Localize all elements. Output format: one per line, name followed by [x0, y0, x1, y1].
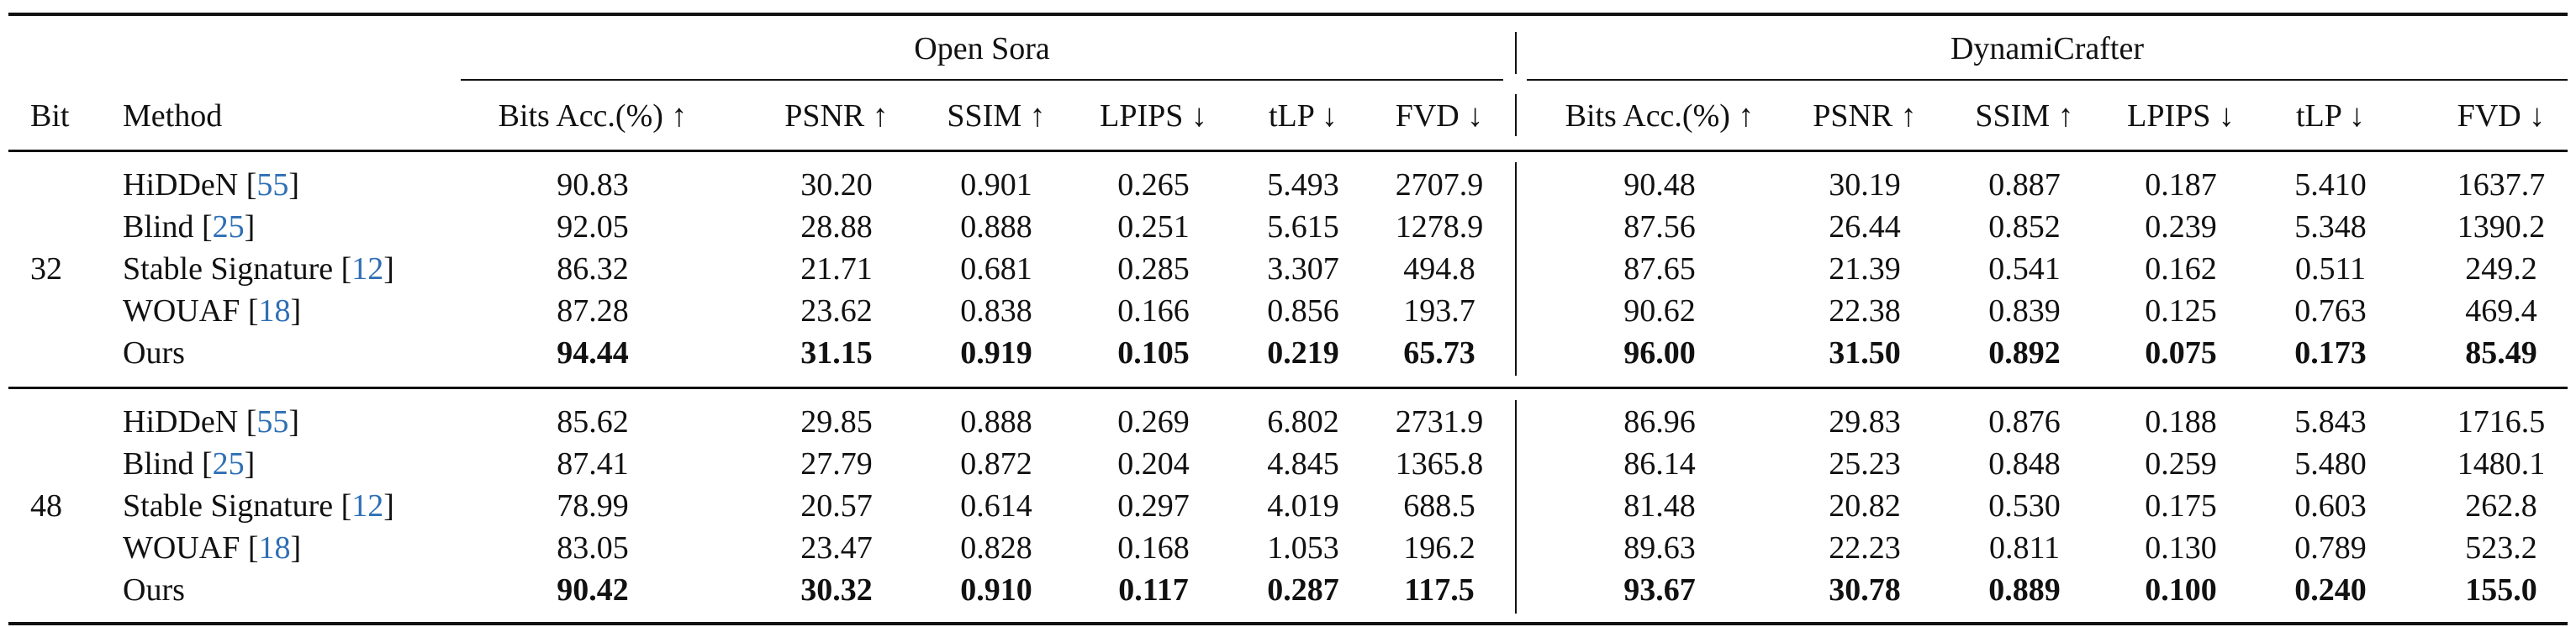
metric-cell: 30.20 [800, 167, 873, 203]
metric-cell: 688.5 [1403, 488, 1475, 524]
metric-cell: 0.838 [960, 293, 1032, 329]
metric-cell: 2731.9 [1395, 404, 1484, 440]
metric-cell: 0.828 [960, 530, 1032, 566]
metric-cell: 249.2 [2465, 251, 2537, 287]
citation-bracket: [ [193, 209, 213, 245]
method-cell [123, 443, 255, 485]
citation-bracket: ] [383, 251, 394, 287]
metric-cell: 25.23 [1829, 446, 1901, 482]
metric-cell: 0.125 [2145, 293, 2217, 329]
metric-cell: 87.65 [1623, 251, 1696, 287]
bottom-rule [8, 622, 2568, 625]
method-cell [123, 401, 299, 443]
citation-bracket: ] [290, 293, 302, 329]
citation-link[interactable]: 18 [258, 530, 291, 566]
metric-cell: 5.615 [1267, 209, 1339, 245]
metric-cell: 0.105 [1117, 335, 1190, 371]
bit-label: 48 [30, 488, 62, 524]
metric-cell: 0.901 [960, 167, 1032, 203]
metric-cell: 0.175 [2145, 488, 2217, 524]
metric-cell: 193.7 [1403, 293, 1475, 329]
metric-cell: 21.39 [1829, 251, 1901, 287]
metric-cell: 29.85 [800, 404, 873, 440]
citation-bracket: [ [240, 530, 259, 566]
metric-cell: 27.79 [800, 446, 873, 482]
metric-cell: 0.219 [1267, 335, 1339, 371]
group-separator [1515, 32, 1517, 74]
method-cell [123, 527, 301, 569]
metric-cell: 31.15 [800, 335, 873, 371]
column-header-method: Method [123, 98, 223, 134]
metric-cell: 86.14 [1623, 446, 1696, 482]
metric-cell: 0.297 [1117, 488, 1190, 524]
metric-cell: 22.23 [1829, 530, 1901, 566]
citation-link[interactable]: 25 [212, 209, 245, 245]
column-header-metric: PSNR ↑ [784, 98, 889, 134]
metric-cell: 87.28 [557, 293, 629, 329]
metric-cell: 93.67 [1623, 572, 1696, 608]
column-header-metric: LPIPS ↓ [2127, 98, 2235, 134]
metric-cell: 5.843 [2294, 404, 2367, 440]
metric-cell: 85.62 [557, 404, 629, 440]
method-name: Ours [123, 335, 185, 371]
metric-cell: 0.168 [1117, 530, 1190, 566]
metric-cell: 90.42 [557, 572, 629, 608]
metric-cell: 83.05 [557, 530, 629, 566]
method-cell [123, 485, 394, 527]
metric-cell: 26.44 [1829, 209, 1901, 245]
metric-cell: 0.541 [1988, 251, 2061, 287]
metric-cell: 28.88 [800, 209, 873, 245]
column-header-metric: FVD ↓ [1395, 98, 1484, 134]
metric-cell: 196.2 [1403, 530, 1475, 566]
method-name: HiDDeN [123, 167, 239, 203]
column-header-metric: LPIPS ↓ [1100, 98, 1207, 134]
metric-cell: 2707.9 [1395, 167, 1484, 203]
metric-cell: 0.876 [1988, 404, 2061, 440]
citation-bracket: ] [383, 488, 394, 524]
metric-cell: 0.887 [1988, 167, 2061, 203]
metric-cell: 0.614 [960, 488, 1032, 524]
metric-cell: 0.287 [1267, 572, 1339, 608]
metric-cell: 90.62 [1623, 293, 1696, 329]
column-header-metric: tLP ↓ [2296, 98, 2365, 134]
metric-cell: 0.530 [1988, 488, 2061, 524]
dynamicrafter-group-underline [1527, 79, 2568, 81]
metric-cell: 469.4 [2465, 293, 2537, 329]
header-rule [8, 150, 2568, 152]
method-cell [123, 290, 301, 332]
metric-cell: 0.892 [1988, 335, 2061, 371]
metric-cell: 0.166 [1117, 293, 1190, 329]
metric-cell: 0.919 [960, 335, 1032, 371]
citation-bracket: [ [240, 293, 259, 329]
metric-cell: 4.019 [1267, 488, 1339, 524]
metric-cell: 0.075 [2145, 335, 2217, 371]
column-header-metric: SSIM ↑ [947, 98, 1046, 134]
metric-cell: 1.053 [1267, 530, 1339, 566]
metric-cell: 5.493 [1267, 167, 1339, 203]
metric-cell: 22.38 [1829, 293, 1901, 329]
column-header-metric: FVD ↓ [2457, 98, 2546, 134]
metric-cell: 0.259 [2145, 446, 2217, 482]
metric-cell: 1716.5 [2457, 404, 2546, 440]
metric-cell: 0.848 [1988, 446, 2061, 482]
metric-cell: 0.117 [1118, 572, 1189, 608]
metric-cell: 0.187 [2145, 167, 2217, 203]
metric-cell: 20.57 [800, 488, 873, 524]
metric-cell: 87.41 [557, 446, 629, 482]
metric-cell: 0.204 [1117, 446, 1190, 482]
metric-cell: 0.839 [1988, 293, 2061, 329]
metric-cell: 0.188 [2145, 404, 2217, 440]
metric-cell: 81.48 [1623, 488, 1696, 524]
citation-bracket: [ [238, 404, 257, 440]
metric-cell: 23.47 [800, 530, 873, 566]
metric-cell: 0.763 [2294, 293, 2367, 329]
metric-cell: 0.888 [960, 404, 1032, 440]
method-cell [123, 332, 185, 374]
citation-link[interactable]: 12 [351, 488, 384, 524]
method-name: Stable Signature [123, 251, 334, 287]
metric-cell: 30.19 [1829, 167, 1901, 203]
metric-cell: 86.96 [1623, 404, 1696, 440]
metric-cell: 0.888 [960, 209, 1032, 245]
metric-cell: 494.8 [1403, 251, 1475, 287]
method-name: WOUAF [123, 293, 240, 329]
column-header-metric: SSIM ↑ [1975, 98, 2074, 134]
column-header-bit: Bit [30, 98, 70, 134]
method-name: Stable Signature [123, 488, 334, 524]
metric-cell: 89.63 [1623, 530, 1696, 566]
metric-cell: 262.8 [2465, 488, 2537, 524]
metric-cell: 21.71 [800, 251, 873, 287]
citation-bracket: [ [193, 446, 213, 482]
citation-bracket: ] [288, 404, 300, 440]
metric-cell: 3.307 [1267, 251, 1339, 287]
metric-cell: 1278.9 [1395, 209, 1484, 245]
method-cell [123, 206, 255, 248]
metric-cell: 0.173 [2294, 335, 2367, 371]
metric-cell: 0.681 [960, 251, 1032, 287]
metric-cell: 90.83 [557, 167, 629, 203]
metric-cell: 0.811 [1988, 530, 2061, 566]
metric-cell: 0.603 [2294, 488, 2367, 524]
metric-cell: 6.802 [1267, 404, 1339, 440]
citation-link[interactable]: 12 [351, 251, 384, 287]
metric-cell: 87.56 [1623, 209, 1696, 245]
citation-bracket: [ [333, 251, 352, 287]
citation-bracket: ] [290, 530, 302, 566]
column-header-metric: Bits Acc.(%) ↑ [1565, 98, 1755, 134]
metric-cell: 1390.2 [2457, 209, 2546, 245]
metric-cell: 0.130 [2145, 530, 2217, 566]
metric-cell: 1480.1 [2457, 446, 2546, 482]
citation-bracket: [ [333, 488, 352, 524]
metric-cell: 523.2 [2465, 530, 2537, 566]
metric-cell: 0.910 [960, 572, 1032, 608]
metric-cell: 0.240 [2294, 572, 2367, 608]
citation-link[interactable]: 25 [212, 446, 245, 482]
metric-cell: 23.62 [800, 293, 873, 329]
column-header-metric: tLP ↓ [1269, 98, 1338, 134]
citation-link[interactable]: 55 [256, 404, 289, 440]
metric-cell: 86.32 [557, 251, 629, 287]
method-name: Ours [123, 572, 185, 608]
method-cell [123, 569, 185, 611]
citation-bracket: [ [238, 167, 257, 203]
group-header-dynamicrafter: DynamiCrafter [1950, 31, 2145, 66]
metric-cell: 0.852 [1988, 209, 2061, 245]
metric-cell: 78.99 [557, 488, 629, 524]
method-cell [123, 164, 299, 206]
metric-cell: 0.265 [1117, 167, 1190, 203]
metric-cell: 0.100 [2145, 572, 2217, 608]
metric-cell: 0.251 [1117, 209, 1190, 245]
citation-bracket: ] [288, 167, 300, 203]
metric-cell: 0.239 [2145, 209, 2217, 245]
metric-cell: 30.78 [1829, 572, 1901, 608]
metric-cell: 5.410 [2294, 167, 2367, 203]
citation-bracket: ] [244, 446, 256, 482]
metric-cell: 65.73 [1403, 335, 1475, 371]
method-cell [123, 248, 394, 290]
metric-cell: 94.44 [557, 335, 629, 371]
metric-cell: 29.83 [1829, 404, 1901, 440]
group-header-open-sora: Open Sora [914, 31, 1050, 66]
method-name: WOUAF [123, 530, 240, 566]
metric-cell: 30.32 [800, 572, 873, 608]
metric-cell: 0.889 [1988, 572, 2061, 608]
metric-cell: 5.480 [2294, 446, 2367, 482]
metric-cell: 5.348 [2294, 209, 2367, 245]
metric-cell: 1637.7 [2457, 167, 2546, 203]
metric-cell: 90.48 [1623, 167, 1696, 203]
metric-cell: 0.269 [1117, 404, 1190, 440]
column-header-metric: Bits Acc.(%) ↑ [498, 98, 688, 134]
metric-cell: 0.162 [2145, 251, 2217, 287]
metric-cell: 155.0 [2465, 572, 2537, 608]
citation-link[interactable]: 55 [256, 167, 289, 203]
citation-bracket: ] [244, 209, 256, 245]
top-rule [8, 13, 2568, 16]
metric-cell: 0.856 [1267, 293, 1339, 329]
method-name: HiDDeN [123, 404, 239, 440]
metric-cell: 31.50 [1829, 335, 1901, 371]
metric-cell: 0.511 [2294, 251, 2367, 287]
metric-cell: 0.872 [960, 446, 1032, 482]
metric-cell: 117.5 [1404, 572, 1475, 608]
metric-cell: 0.789 [2294, 530, 2367, 566]
metric-cell: 92.05 [557, 209, 629, 245]
metric-cell: 96.00 [1623, 335, 1696, 371]
method-name: Blind [123, 446, 194, 482]
column-header-metric: PSNR ↑ [1813, 98, 1917, 134]
section-rule [8, 387, 2568, 389]
method-name: Blind [123, 209, 194, 245]
metric-cell: 1365.8 [1395, 446, 1484, 482]
open-sora-group-underline [461, 79, 1503, 81]
metric-cell: 20.82 [1829, 488, 1901, 524]
metric-cell: 4.845 [1267, 446, 1339, 482]
citation-link[interactable]: 18 [258, 293, 291, 329]
bit-label: 32 [30, 251, 62, 287]
metric-cell: 0.285 [1117, 251, 1190, 287]
metric-cell: 85.49 [2465, 335, 2537, 371]
